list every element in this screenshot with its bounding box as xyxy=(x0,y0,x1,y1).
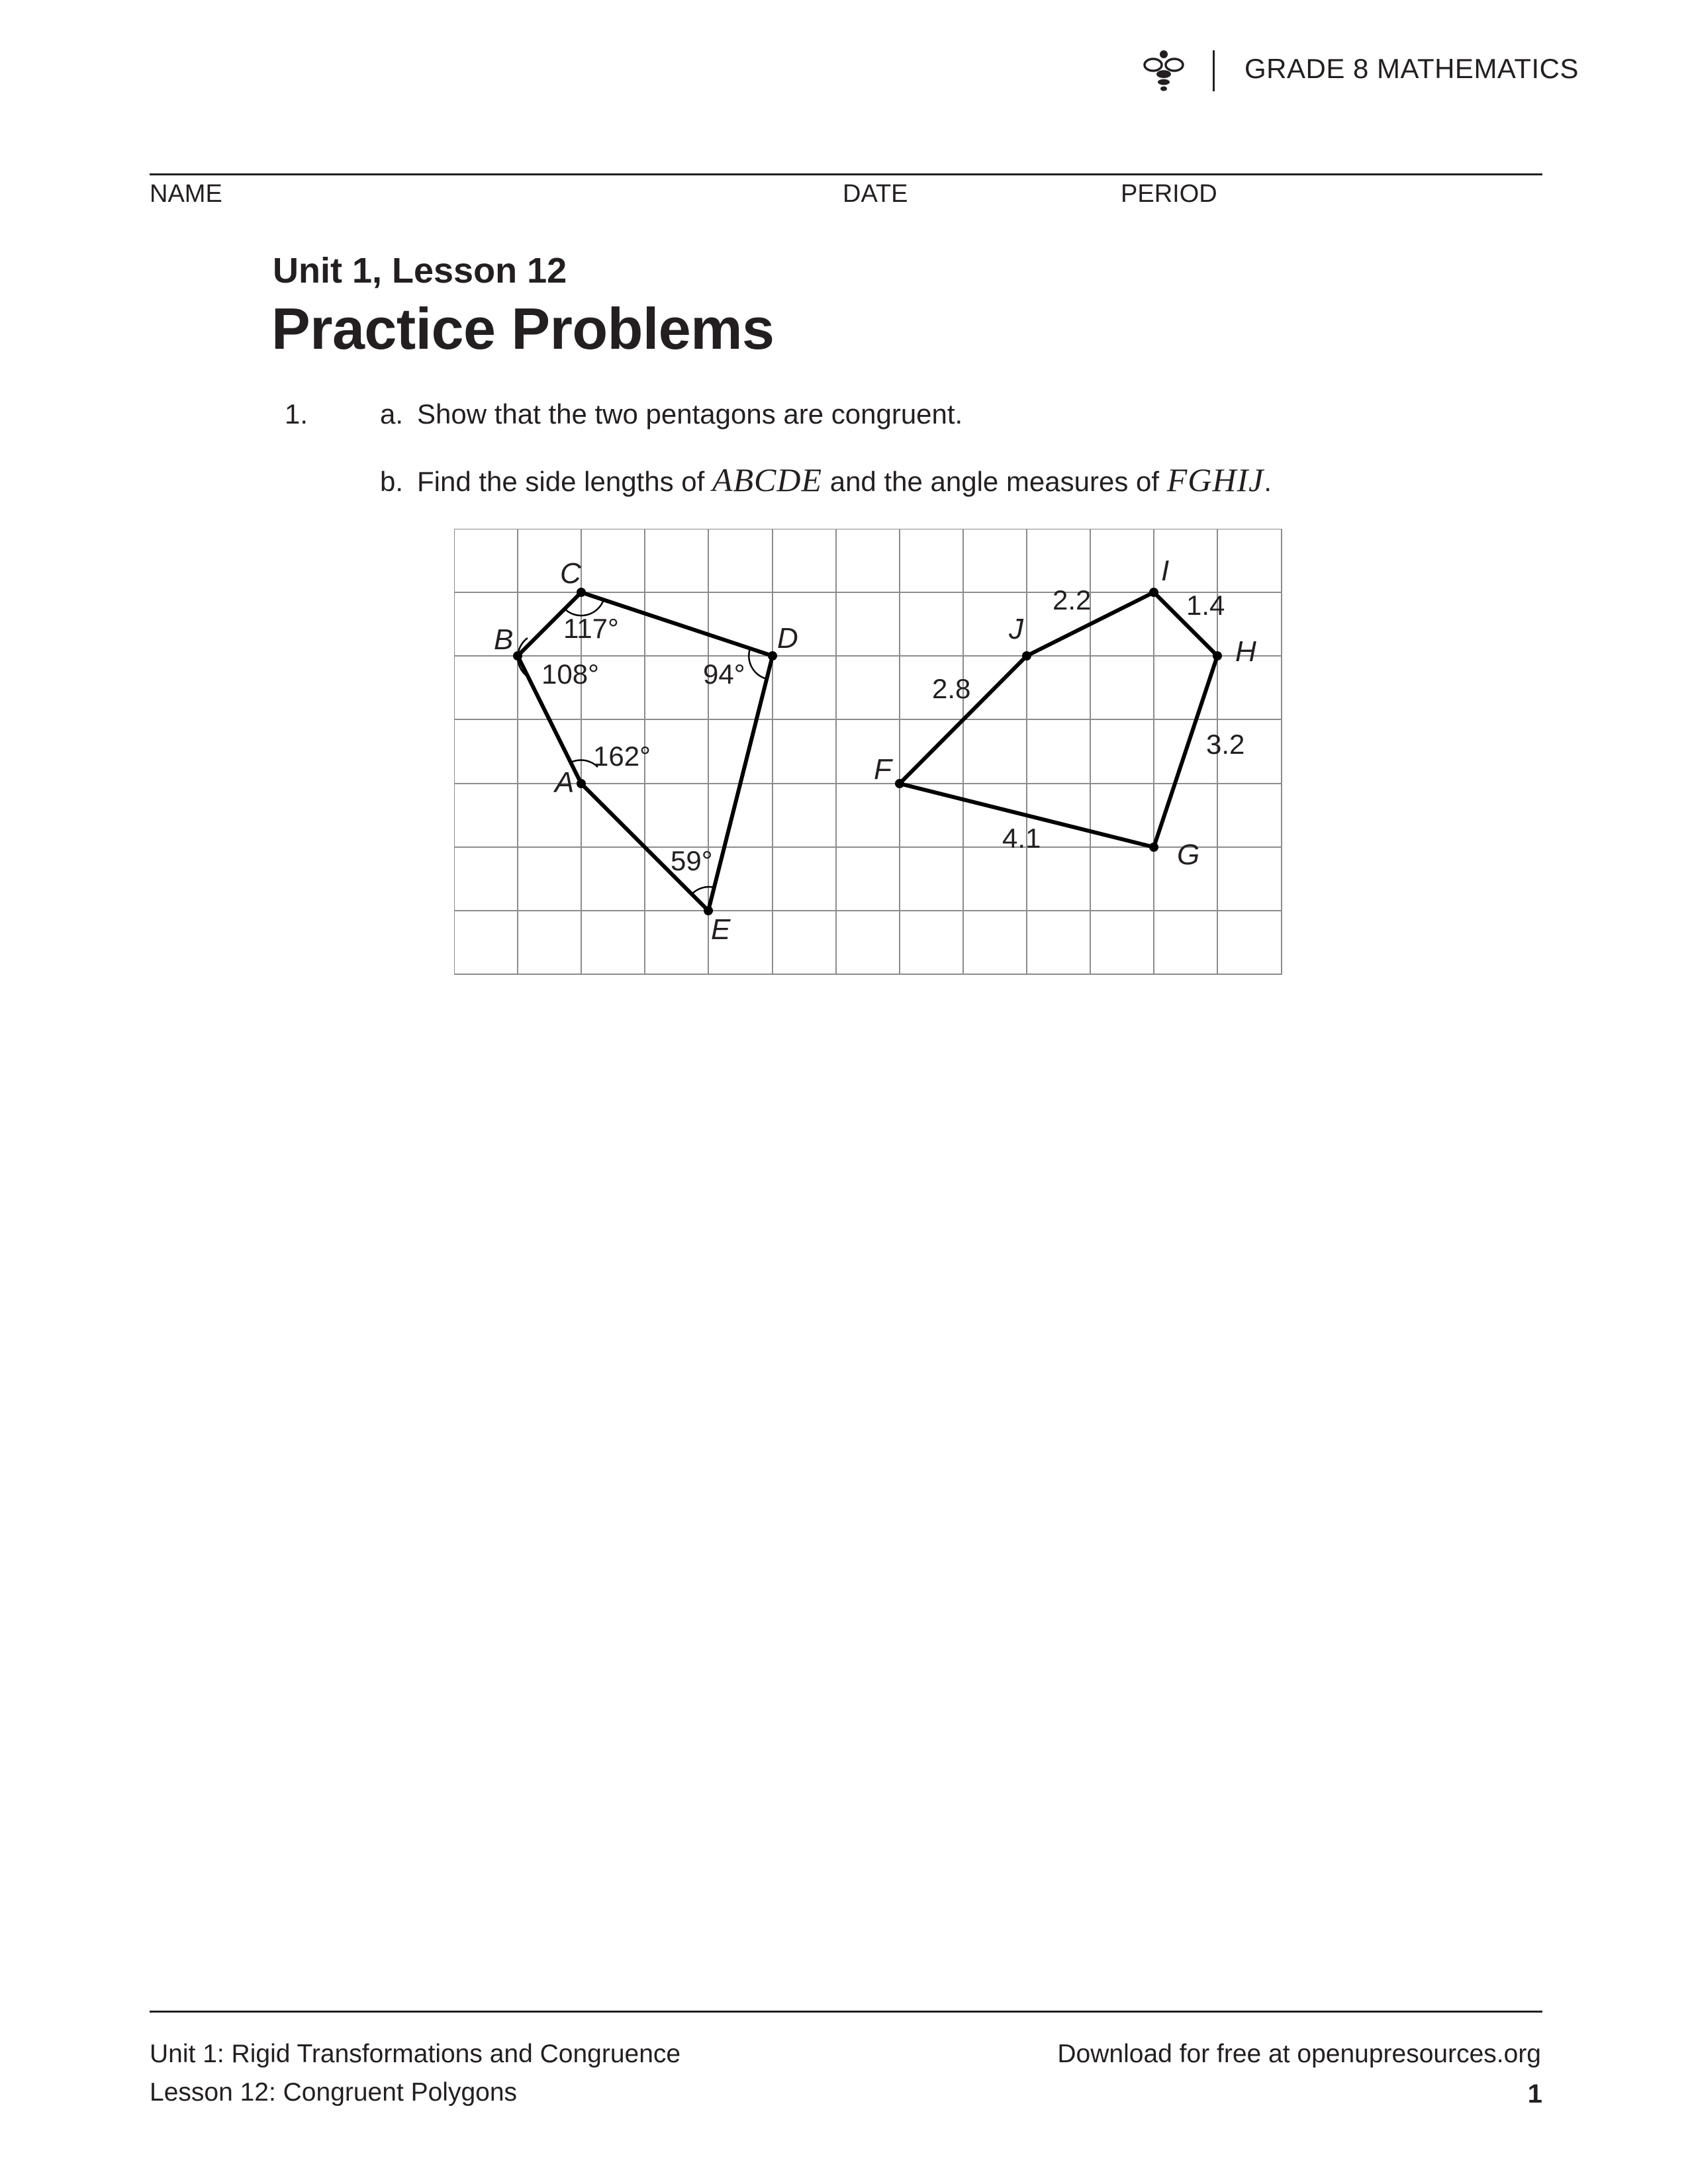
header-divider xyxy=(1213,50,1215,91)
polygon-abcde-name: ABCDE xyxy=(712,461,823,498)
angle-label-a: 162° xyxy=(593,741,651,772)
angle-label-d: 94° xyxy=(703,659,745,690)
angle-label-c: 117° xyxy=(563,613,619,644)
part-b-text-middle: and the angle measures of xyxy=(822,466,1167,497)
vertex-label-i: I xyxy=(1161,555,1170,587)
part-b-text-after: . xyxy=(1264,466,1272,497)
side-label-ij: 2.2 xyxy=(1053,584,1092,615)
vertex-label-j: J xyxy=(1009,613,1023,645)
footer-unit: Unit 1: Rigid Transformations and Congruence xyxy=(150,2040,681,2068)
side-label-hi: 1.4 xyxy=(1186,590,1225,621)
side-label-gh: 3.2 xyxy=(1206,729,1245,760)
side-label-fg: 4.1 xyxy=(1002,823,1041,854)
part-a-text: Show that the two pentagons are congruent. xyxy=(417,398,963,430)
pentagons-figure xyxy=(454,529,1283,976)
period-field-label: PERIOD xyxy=(1121,180,1217,208)
footer-lesson: Lesson 12: Congruent Polygons xyxy=(150,2078,518,2107)
vertex-label-e: E xyxy=(711,913,731,946)
vertex-label-a: A xyxy=(555,766,575,799)
part-b-text xyxy=(417,461,1272,499)
vertex-label-f: F xyxy=(874,753,892,786)
date-field-label: DATE xyxy=(843,180,908,208)
vertex-label-b: B xyxy=(494,623,514,656)
footer-rule xyxy=(150,2011,1542,2013)
part-b-label: b. xyxy=(380,466,404,497)
page-number: 1 xyxy=(1527,2079,1542,2109)
part-a-label: a. xyxy=(380,398,404,430)
grade-label: GRADE 8 MATHEMATICS xyxy=(1244,53,1579,84)
vertex-label-h: H xyxy=(1235,635,1256,668)
problem-number: 1. xyxy=(285,398,308,430)
bee-logo-icon xyxy=(1143,48,1185,94)
lesson-subtitle: Unit 1, Lesson 12 xyxy=(273,251,567,291)
vertex-label-d: D xyxy=(777,622,798,655)
vertex-label-c: C xyxy=(560,557,581,590)
page-title: Practice Problems xyxy=(271,296,774,361)
side-label-jf: 2.8 xyxy=(932,673,971,704)
polygon-fghij-name: FGHIJ xyxy=(1166,461,1264,498)
name-field-label: NAME xyxy=(150,180,222,208)
vertex-label-g: G xyxy=(1177,839,1200,871)
angle-label-b: 108° xyxy=(541,659,599,690)
name-line-rule xyxy=(150,173,1542,175)
angle-label-e: 59° xyxy=(671,845,713,876)
part-b-text-before: Find the side lengths of xyxy=(417,466,712,497)
footer-download-link[interactable]: Download for free at openupresources.org xyxy=(1057,2040,1541,2068)
